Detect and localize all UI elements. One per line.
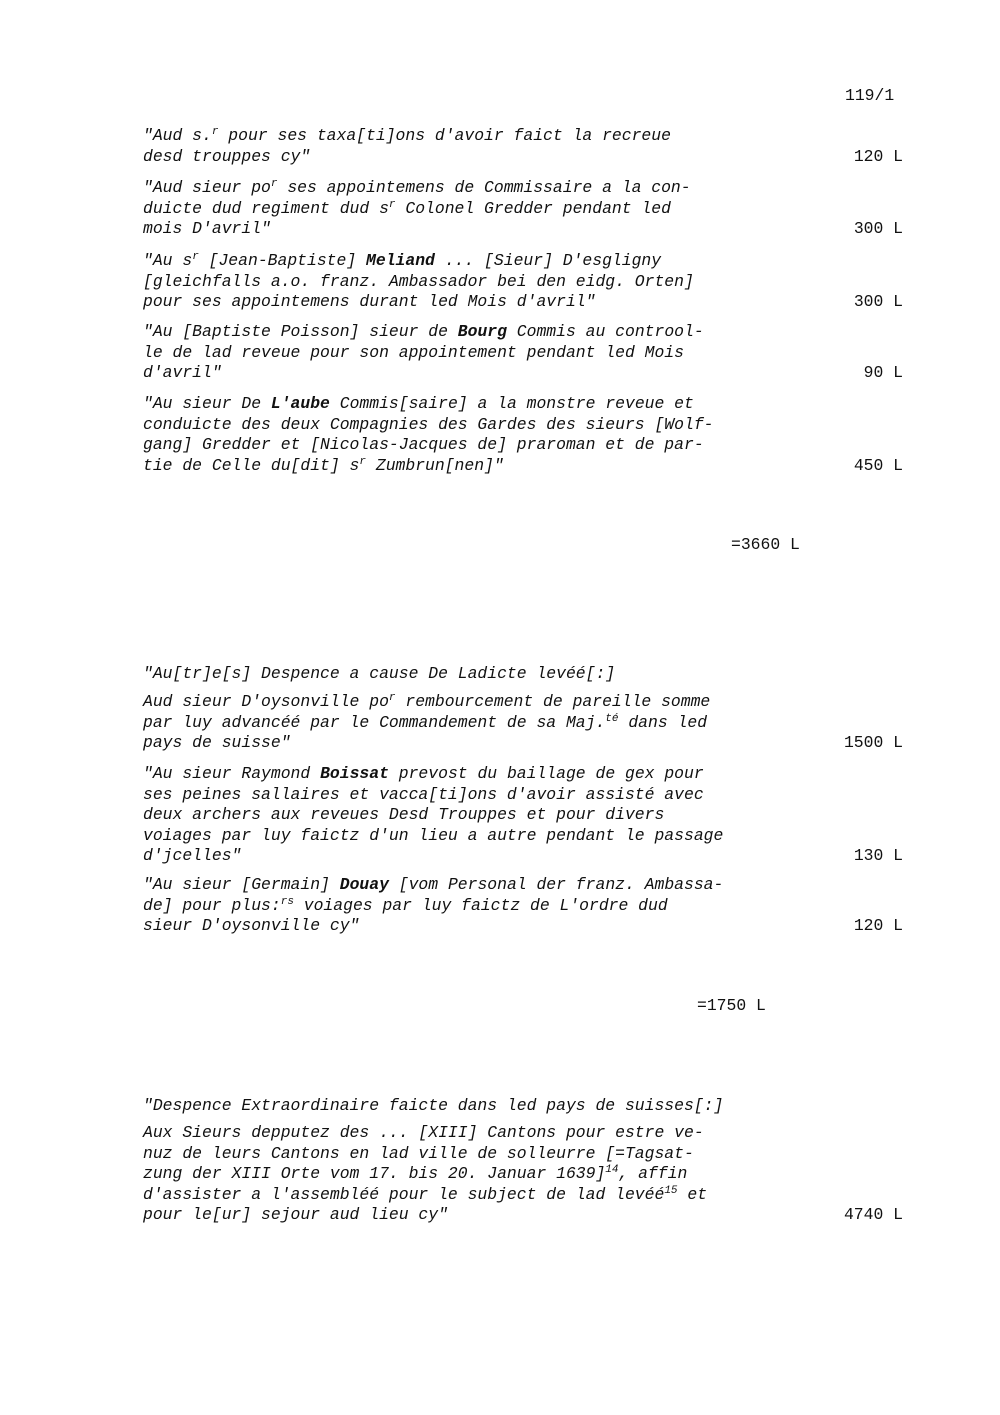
entry-amount: 1500 L [843,733,903,752]
entry-amount: 120 L [853,146,903,166]
entry-text: "Aud sieur $po^r$ ses appointemens de Commissaire a la con- duicte dud regiment dud $s^r$ Colonel Gredder pendant led mois D'avril" [143,178,691,238]
ledger-entry [143,875,903,937]
entry-amount: 450 L [853,455,903,475]
entry-text: "Aud s.$^r$ pour ses taxa[ti]ons d'avoir faict la recreue desd trouppes cy" [143,126,671,166]
entry-text: "Au [Baptiste Poisson] sieur de Bourg Commis au controol- le de lad reveue pour son appointement pendant led Mois d'avril" [143,322,704,382]
ledger-entry [143,178,903,240]
entry-text: "Au sieur De L'aube Commis[saire] a la monstre reveue et conduicte des deux Compagnies des Gardes des sieurs [Wolf- gang] Gredder et [Nicolas-Jacques de] praroman et de par- tie de Celle du[dit] $s^r$ Zumbrun[nen]" [143,394,714,475]
entry-text: "Au sieur [Germain] Douay [vom Personal der franz. Ambassa- de] pour plus:$^{rs}$ voiages par luy faictz de L'ordre dud sieur D'oysonville cy" [143,875,724,935]
ledger-entry [143,126,903,167]
section-heading: "Despence Extraordinaire faicte dans led pays de suisses[:] [143,1096,724,1115]
page-number: 119/1 [845,86,895,105]
subtotal: =3660 L [731,535,800,554]
entry-text: Aud sieur D'oysonville $po^r$ rembourcement de pareille somme par luy advancéé par le Commandement de sa Maj.$^{té}$ dans led pays de suisse" [143,692,711,752]
entry-amount: 90 L [863,363,903,382]
ledger-entry [143,764,903,867]
ledger-entry [143,322,903,384]
ledger-entry [143,251,903,313]
entry-text: "Au $s^r$ [Jean-Baptiste] Meliand ... [Sieur] D'esgligny [gleichfalls a.o. franz. Ambassador bei den eidg. Orten] pour ses appointemens durant led Mois d'avril" [143,251,694,311]
entry-text: "Au sieur Raymond Boissat prevost du baillage de gex pour ses peines sallaires et vacca[ti]ons d'avoir assisté avec deux archers aux reveues Desd Trouppes et pour divers voiages par luy faictz d'un lieu a autre pendant le passage d'jcelles" [143,764,724,865]
entry-amount: 130 L [853,846,903,865]
entry-amount: 300 L [853,292,903,311]
entry-text: Aux Sieurs depputez des ... [XIII] Cantons pour estre ve- nuz de leurs Cantons en lad ville de solleurre [=Tagsat- zung der XIII Orte vom 17. bis 20. Januar 1639]$^{14}$, affin d'assister a l'assembléé pour le subject de lad levéé$^{15}$ et pour le[ur] sejour aud lieu cy" [143,1123,708,1224]
subtotal: =1750 L [697,996,766,1015]
entry-amount: 120 L [853,916,903,935]
entry-amount: 4740 L [843,1205,903,1224]
section-heading: "Au[tr]e[s] Despence a cause De Ladicte levéé[:] [143,664,616,683]
ledger-entry [143,692,903,754]
ledger-entry [143,394,903,476]
ledger-entry [143,1123,903,1226]
entry-amount: 300 L [853,219,903,238]
